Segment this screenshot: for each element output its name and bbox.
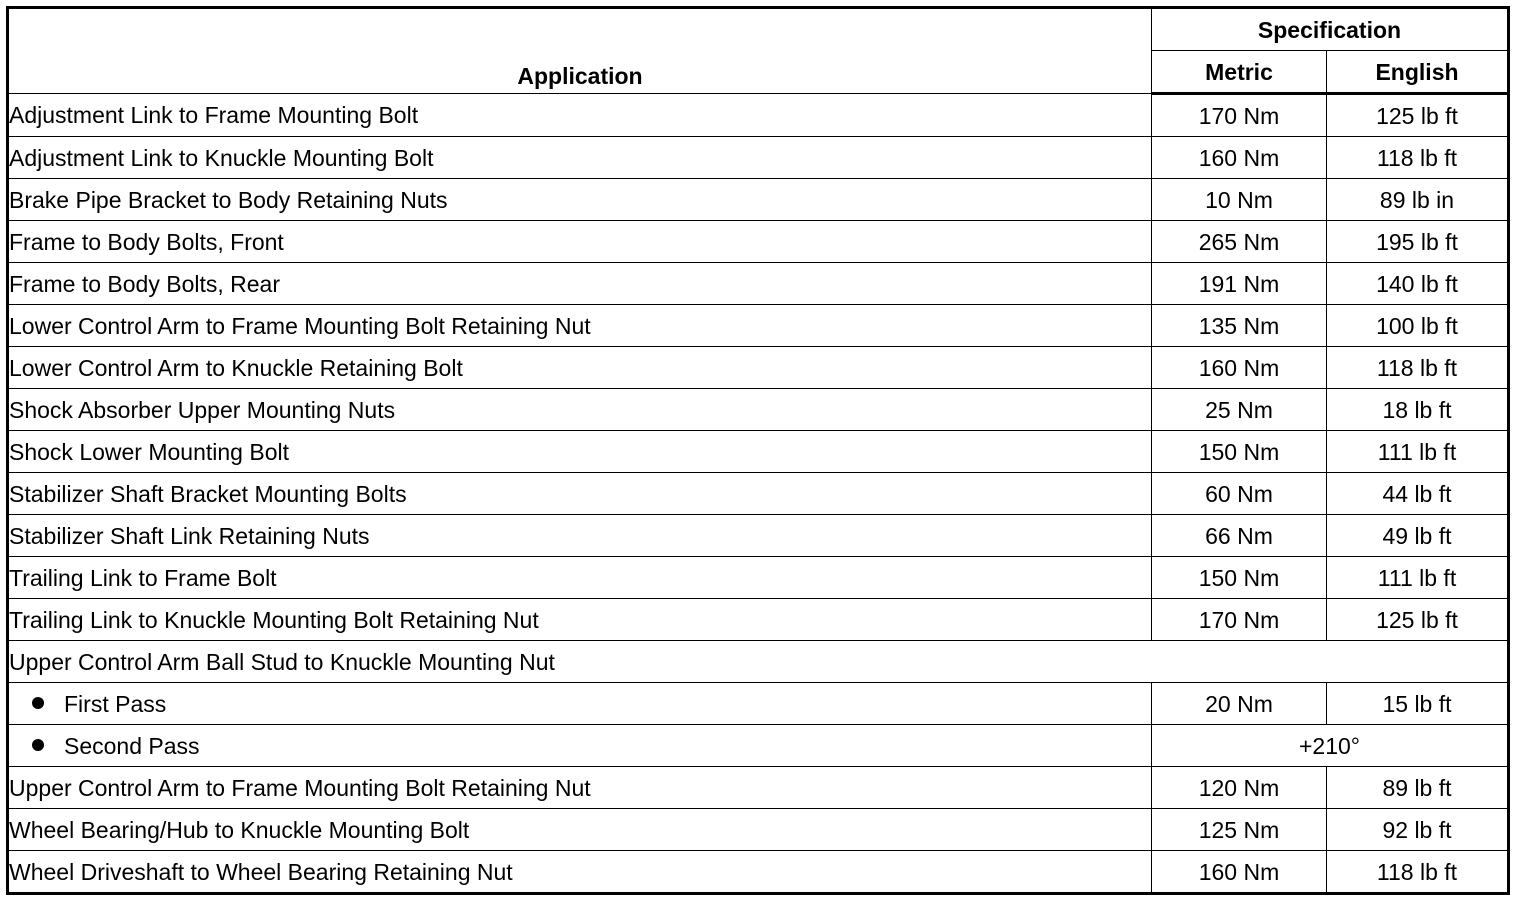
english-cell: 18 lb ft <box>1327 389 1509 431</box>
header-specification: Specification <box>1152 8 1509 51</box>
metric-cell: 170 Nm <box>1152 94 1327 137</box>
english-cell: 111 lb ft <box>1327 431 1509 473</box>
combined-spec-cell: +210° <box>1152 725 1509 767</box>
metric-cell: 150 Nm <box>1152 557 1327 599</box>
application-cell: Frame to Body Bolts, Front <box>8 221 1152 263</box>
application-cell: Adjustment Link to Knuckle Mounting Bolt <box>8 137 1152 179</box>
table-row <box>8 179 1509 221</box>
application-cell: Wheel Bearing/Hub to Knuckle Mounting Bolt <box>8 809 1152 851</box>
table-row-sub <box>8 683 1509 725</box>
table-row <box>8 557 1509 599</box>
table-row <box>8 473 1509 515</box>
english-cell: 118 lb ft <box>1327 851 1509 894</box>
application-cell: Shock Lower Mounting Bolt <box>8 431 1152 473</box>
english-cell: 100 lb ft <box>1327 305 1509 347</box>
table-row <box>8 305 1509 347</box>
application-cell: Frame to Body Bolts, Rear <box>8 263 1152 305</box>
table-row <box>8 431 1509 473</box>
english-cell: 89 lb ft <box>1327 767 1509 809</box>
application-sub-cell <box>8 683 1152 725</box>
english-cell: 92 lb ft <box>1327 809 1509 851</box>
table-row <box>8 347 1509 389</box>
application-cell: Lower Control Arm to Knuckle Retaining Bolt <box>8 347 1152 389</box>
application-cell: Upper Control Arm to Frame Mounting Bolt Retaining Nut <box>8 767 1152 809</box>
application-cell: Trailing Link to Frame Bolt <box>8 557 1152 599</box>
table-row <box>8 809 1509 851</box>
application-cell: Trailing Link to Knuckle Mounting Bolt Retaining Nut <box>8 599 1152 641</box>
metric-cell: 160 Nm <box>1152 347 1327 389</box>
metric-cell: 120 Nm <box>1152 767 1327 809</box>
english-cell: 118 lb ft <box>1327 137 1509 179</box>
application-cell: Brake Pipe Bracket to Body Retaining Nuts <box>8 179 1152 221</box>
table-row <box>8 851 1509 894</box>
header-application: Application <box>8 8 1152 94</box>
table-row <box>8 137 1509 179</box>
table-row <box>8 515 1509 557</box>
metric-cell: 66 Nm <box>1152 515 1327 557</box>
application-sub-cell <box>8 725 1152 767</box>
table-row <box>8 94 1509 137</box>
table-row-sub <box>8 725 1509 767</box>
torque-spec-table <box>6 6 1510 895</box>
metric-cell: 170 Nm <box>1152 599 1327 641</box>
application-cell: Lower Control Arm to Frame Mounting Bolt Retaining Nut <box>8 305 1152 347</box>
application-sub-label: Second Pass <box>64 732 200 759</box>
english-cell: 49 lb ft <box>1327 515 1509 557</box>
metric-cell: 150 Nm <box>1152 431 1327 473</box>
application-cell: Stabilizer Shaft Link Retaining Nuts <box>8 515 1152 557</box>
metric-cell: 125 Nm <box>1152 809 1327 851</box>
metric-cell: 25 Nm <box>1152 389 1327 431</box>
english-cell: 125 lb ft <box>1327 599 1509 641</box>
header-row-1 <box>8 8 1509 51</box>
table-row <box>8 389 1509 431</box>
english-cell: 125 lb ft <box>1327 94 1509 137</box>
english-cell: 15 lb ft <box>1327 683 1509 725</box>
header-metric: Metric <box>1152 51 1327 94</box>
table-row <box>8 221 1509 263</box>
english-cell: 89 lb in <box>1327 179 1509 221</box>
english-cell: 140 lb ft <box>1327 263 1509 305</box>
table-row <box>8 767 1509 809</box>
metric-cell: 160 Nm <box>1152 851 1327 894</box>
application-cell: Adjustment Link to Frame Mounting Bolt <box>8 94 1152 137</box>
table-row <box>8 263 1509 305</box>
metric-cell: 60 Nm <box>1152 473 1327 515</box>
application-sub-label: First Pass <box>64 690 167 717</box>
metric-cell: 10 Nm <box>1152 179 1327 221</box>
bullet-icon <box>32 739 44 751</box>
application-cell: Shock Absorber Upper Mounting Nuts <box>8 389 1152 431</box>
header-english: English <box>1327 51 1509 94</box>
metric-cell: 160 Nm <box>1152 137 1327 179</box>
metric-cell: 135 Nm <box>1152 305 1327 347</box>
english-cell: 44 lb ft <box>1327 473 1509 515</box>
english-cell: 111 lb ft <box>1327 557 1509 599</box>
application-cell: Stabilizer Shaft Bracket Mounting Bolts <box>8 473 1152 515</box>
application-cell: Wheel Driveshaft to Wheel Bearing Retaining Nut <box>8 851 1152 894</box>
bullet-icon <box>32 697 44 709</box>
table-row <box>8 599 1509 641</box>
metric-cell: 20 Nm <box>1152 683 1327 725</box>
table-row-group-heading <box>8 641 1509 683</box>
metric-cell: 191 Nm <box>1152 263 1327 305</box>
application-cell: Upper Control Arm Ball Stud to Knuckle Mounting Nut <box>8 641 1509 683</box>
english-cell: 118 lb ft <box>1327 347 1509 389</box>
english-cell: 195 lb ft <box>1327 221 1509 263</box>
metric-cell: 265 Nm <box>1152 221 1327 263</box>
